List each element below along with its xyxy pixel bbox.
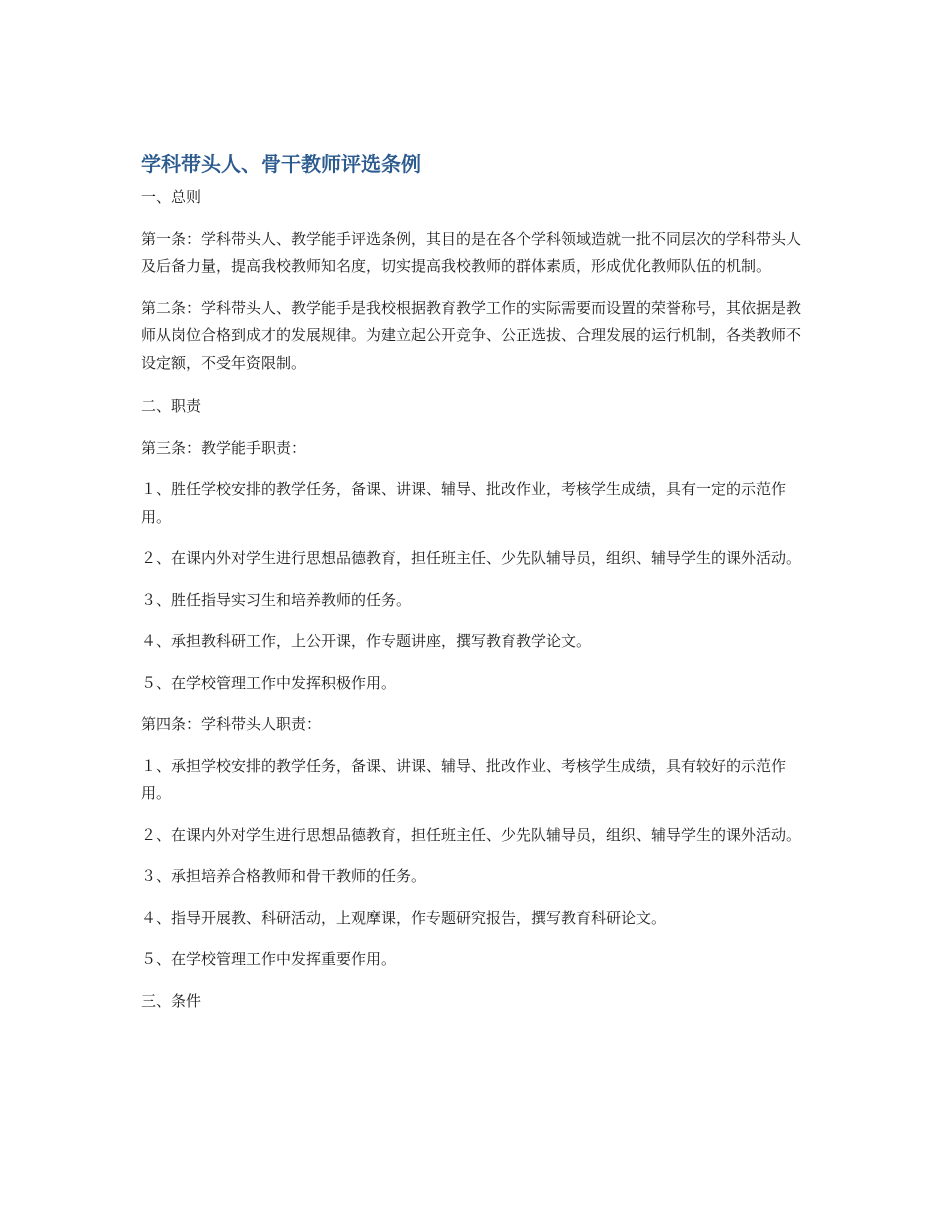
article-4-heading: 第四条：学科带头人职责：	[141, 715, 322, 733]
document-body	[141, 150, 811, 1015]
section-heading-duties: 二、职责	[141, 397, 202, 415]
article-3-heading: 第三条：教学能手职责：	[141, 438, 307, 457]
article-1: 第一条：学科带头人、教学能手评选条例，其目的是在各个学科领域造就一批不同层次的学科带头人及后备力量，提高我校教师知名度，切实提高我校教师的群体素质，形成优化教师队伍的机制。	[141, 229, 802, 275]
article-3-item: ３、胜任指导实习生和培养教师的任务。	[141, 590, 412, 609]
article-4-item: ３、承担培养合格教师和骨干教师的任务。	[141, 867, 427, 885]
article-3-item: １、胜任学校安排的教学任务，备课、讲课、辅导、批改作业，考核学生成绩，具有一定的示范作用。	[141, 480, 787, 526]
article-4-item: ２、在课内外对学生进行思想品德教育，担任班主任、少先队辅导员，组织、辅导学生的课外活动。	[141, 825, 802, 844]
article-3-item: ４、承担教科研工作，上公开课，作专题讲座，撰写教育教学论文。	[141, 632, 592, 650]
article-2: 第二条：学科带头人、教学能手是我校根据教育教学工作的实际需要而设置的荣誉称号，其依据是教师从岗位合格到成才的发展规律。为建立起公开竞争、公正选拔、合理发展的运行机制，各类教师不设定额，不受年资限制。	[141, 298, 802, 372]
section-heading-conditions: 三、条件	[141, 991, 202, 1010]
article-4-item: ４、指导开展教、科研活动，上观摩课，作专题研究报告，撰写教育科研论文。	[141, 908, 667, 927]
article-4-item: １、承担学校安排的教学任务，备课、讲课、辅导、批改作业、考核学生成绩，具有较好的示范作用。	[141, 756, 787, 802]
section-heading-general: 一、总则	[141, 188, 202, 206]
article-3-item: ２、在课内外对学生进行思想品德教育，担任班主任、少先队辅导员，组织、辅导学生的课外活动。	[141, 549, 802, 567]
article-4-item: ５、在学校管理工作中发挥重要作用。	[141, 950, 397, 968]
document-title: 学科带头人、骨干教师评选条例	[141, 152, 421, 176]
article-3-item: ５、在学校管理工作中发挥积极作用。	[141, 673, 397, 692]
